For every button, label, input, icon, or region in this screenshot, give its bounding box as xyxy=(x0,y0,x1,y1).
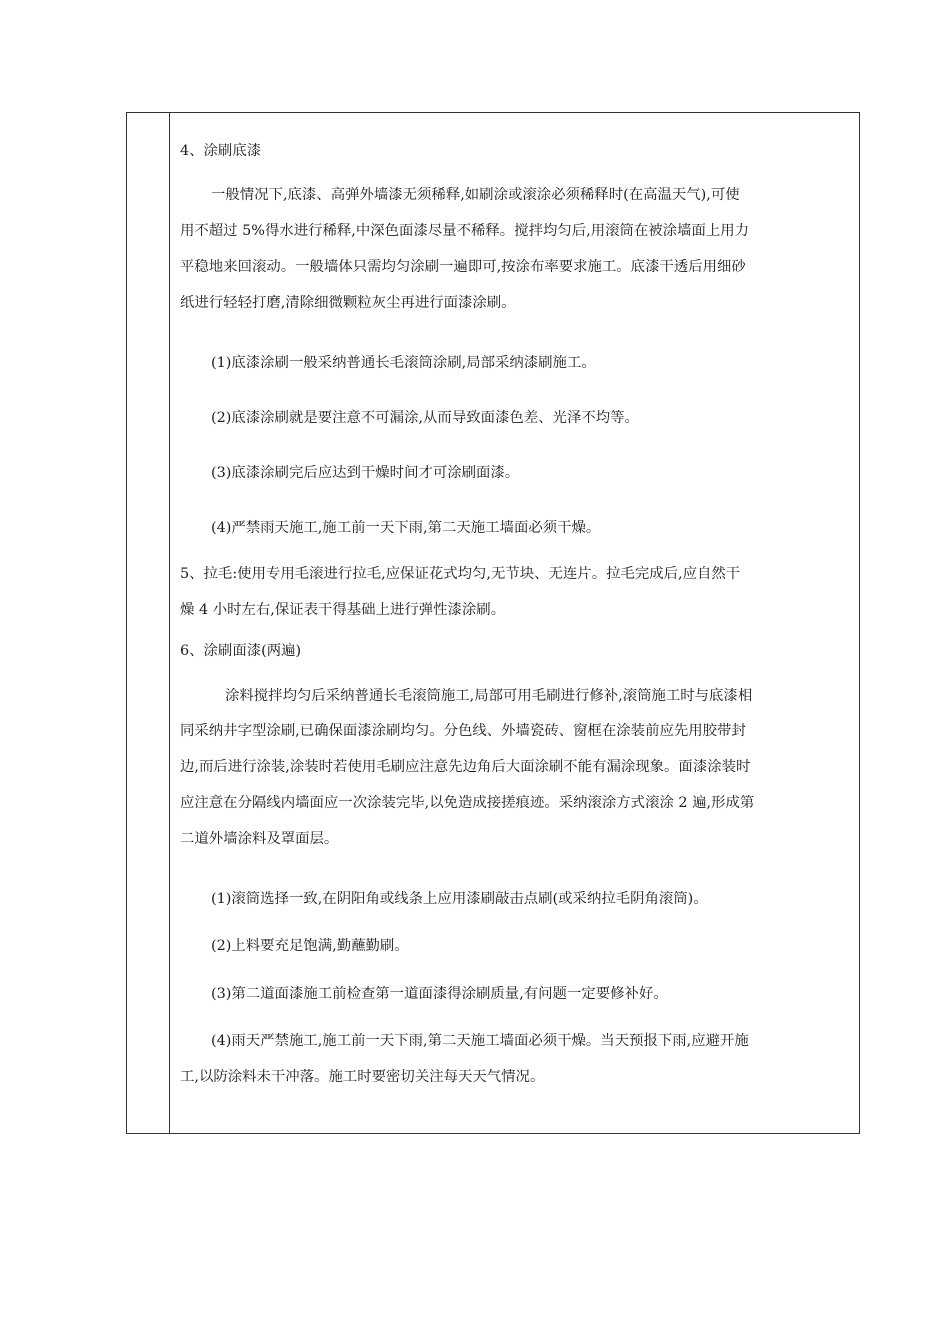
list-item: (2)上料要充足饱满,勤蘸勤刷。 xyxy=(211,938,409,954)
section-heading-5: 5、拉毛:使用专用毛滚进行拉毛,应保证花式均匀,无节块、无连片。拉毛完成后,应自然干 xyxy=(180,566,741,582)
document-table xyxy=(126,112,860,1134)
list-item: (1)底漆涂刷一般采纳普通长毛滚筒涂刷,局部采纳漆刷施工。 xyxy=(211,355,596,371)
table-left-column xyxy=(127,113,170,1133)
paragraph-line: 应注意在分隔线内墙面应一次涂装完毕,以免造成接搓痕迹。采纳滚涂方式滚涂 2 遍,形成第 xyxy=(180,795,755,811)
paragraph-line: 二道外墙涂料及罩面层。 xyxy=(180,831,339,847)
paragraph-line: 边,而后进行涂装,涂装时若使用毛刷应注意先边角后大面涂刷不能有漏涂现象。面漆涂装时 xyxy=(180,759,751,775)
list-item: (1)滚筒选择一致,在阴阳角或线条上应用漆刷敲击点刷(或采纳拉毛阴角滚筒)。 xyxy=(211,891,708,907)
section-heading-6: 6、涂刷面漆(两遍) xyxy=(180,643,302,659)
section-heading-4: 4、涂刷底漆 xyxy=(180,143,262,159)
table-content-cell xyxy=(170,113,859,1133)
list-item: (3)底漆涂刷完后应达到干燥时间才可涂刷面漆。 xyxy=(211,465,520,481)
paragraph-line: 用不超过 5%得水进行稀释,中深色面漆尽量不稀释。搅拌均匀后,用滚筒在被涂墙面上用力 xyxy=(180,223,750,239)
paragraph-line: 一般情况下,底漆、高弹外墙漆无须稀释,如刷涂或滚涂必须稀释时(在高温天气),可使 xyxy=(211,187,740,203)
list-item: (4)雨天严禁施工,施工前一天下雨,第二天施工墙面必须干燥。当天预报下雨,应避开施 xyxy=(211,1033,749,1049)
paragraph-line: 纸进行轻轻打磨,清除细微颗粒灰尘再进行面漆涂刷。 xyxy=(180,295,516,311)
paragraph-line: 涂料搅拌均匀后采纳普通长毛滚筒施工,局部可用毛刷进行修补,滚筒施工时与底漆相 xyxy=(225,688,753,704)
paragraph-line: 同采纳井字型涂刷,已确保面漆涂刷均匀。分色线、外墙瓷砖、窗框在涂装前应先用胶带封 xyxy=(180,723,746,739)
paragraph-line: 工,以防涂料未干冲落。施工时要密切关注每天天气情况。 xyxy=(180,1069,545,1085)
list-item: (2)底漆涂刷就是要注意不可漏涂,从而导致面漆色差、光泽不均等。 xyxy=(211,410,639,426)
paragraph-line: 平稳地来回滚动。一般墙体只需均匀涂刷一遍即可,按涂布率要求施工。底漆干透后用细砂 xyxy=(180,259,746,275)
list-item: (3)第二道面漆施工前检查第一道面漆得涂刷质量,有问题一定要修补好。 xyxy=(211,986,668,1002)
paragraph-line: 燥 4 小时左右,保证表干得基础上进行弹性漆涂刷。 xyxy=(180,602,506,618)
list-item: (4)严禁雨天施工,施工前一天下雨,第二天施工墙面必须干燥。 xyxy=(211,520,601,536)
